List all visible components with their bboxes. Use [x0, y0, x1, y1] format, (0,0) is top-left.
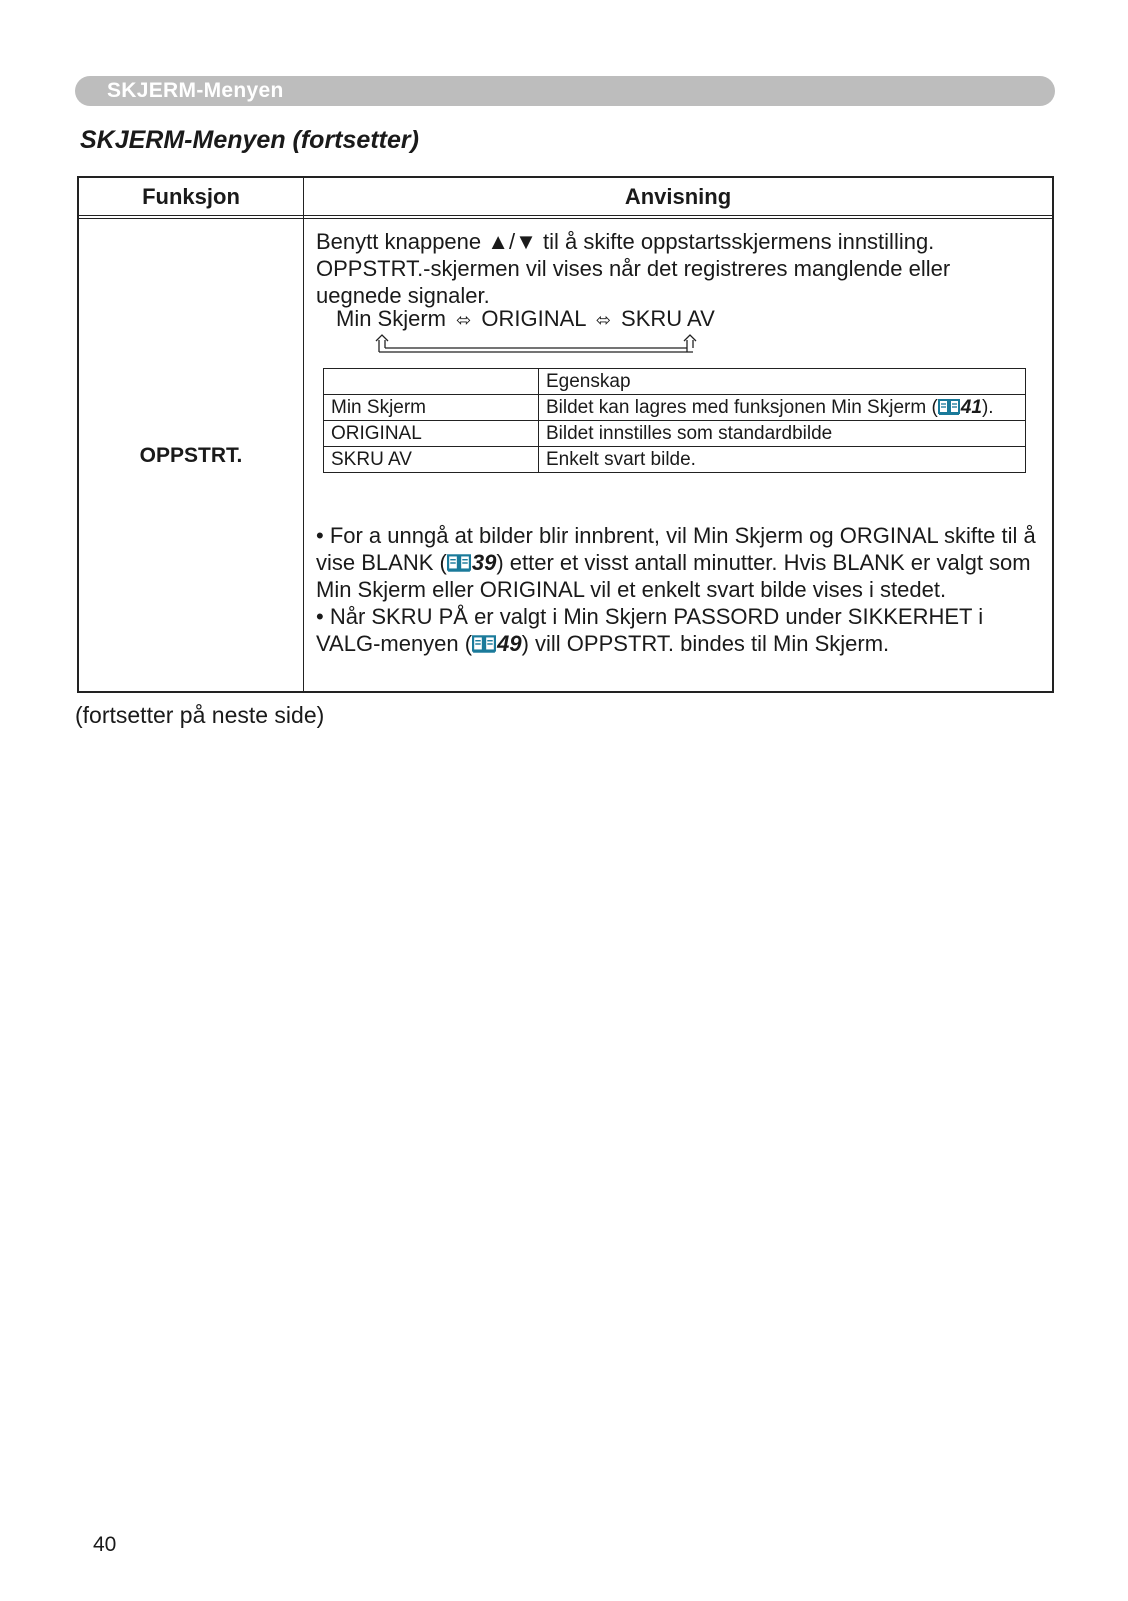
- page-reference: 39: [471, 550, 497, 575]
- header-double-rule: [79, 215, 1052, 219]
- header-instruction: Anvisning: [624, 184, 732, 209]
- notes: [316, 522, 1036, 657]
- table-row: [324, 395, 1026, 421]
- arrow-keys: ▲/▼: [487, 229, 537, 254]
- table-row: [324, 369, 1026, 395]
- page-number: 40: [93, 1533, 117, 1556]
- section-label: SKJERM-Menyen: [107, 79, 284, 102]
- page-reference: 41: [960, 397, 982, 418]
- table-row: [324, 447, 1026, 473]
- column-divider: [303, 178, 304, 691]
- loop-arrow-icon: [375, 333, 697, 355]
- cycle-item: SKRU AV: [621, 306, 715, 331]
- table-row: [324, 421, 1026, 447]
- table-header-row: [79, 178, 1052, 216]
- option-desc: Bildet kan lagres med funksjonen Min Skjerm ( 41).: [539, 395, 1026, 421]
- continued-note: (fortsetter på neste side): [75, 702, 325, 728]
- note-item: • Når SKRU PÅ er valgt i Min Skjern PASSORD under SIKKERHET i VALG-menyen ( 49) vill OPPSTRT. bindes til Min Skjerm.: [316, 604, 984, 656]
- option-desc: Bildet innstilles som standardbilde: [539, 421, 1026, 447]
- intro-text: Benytt knappene ▲/▼ til å skifte oppstartsskjermens innstilling. OPPSTRT.-skjermen vil vises når det registreres manglende eller uegnede signaler.: [316, 229, 951, 308]
- double-arrow-icon: ⬄: [595, 310, 611, 330]
- book-icon: [447, 553, 471, 573]
- cycle-item: ORIGINAL: [481, 306, 586, 331]
- book-icon: [938, 398, 960, 416]
- option-name: SKRU AV: [324, 447, 539, 473]
- note-item: • For a unngå at bilder blir innbrent, vil Min Skjerm og ORGINAL skifte til å vise BLANK ( 39) etter et visst antall minutter. Hvis BLANK er valgt som Min Skjerm eller ORIGINAL vil et enkelt svart bilde vises i stedet.: [316, 523, 1036, 602]
- page-title: SKJERM-Menyen (fortsetter): [80, 126, 419, 154]
- option-name: Min Skjerm: [324, 395, 539, 421]
- cycle-item: Min Skjerm: [336, 306, 447, 331]
- book-icon: [472, 634, 496, 654]
- options-table: [323, 368, 1026, 473]
- header-function: Funksjon: [142, 184, 240, 209]
- function-table: [77, 176, 1054, 693]
- function-name: OPPSTRT.: [139, 444, 243, 467]
- options-header: Egenskap: [539, 369, 1026, 395]
- option-desc: Enkelt svart bilde.: [539, 447, 1026, 473]
- option-name: ORIGINAL: [324, 421, 539, 447]
- page-reference: 49: [497, 631, 522, 656]
- double-arrow-icon: ⬄: [456, 310, 472, 330]
- section-header-bar: [75, 76, 1055, 106]
- cycle-sequence: [336, 306, 715, 332]
